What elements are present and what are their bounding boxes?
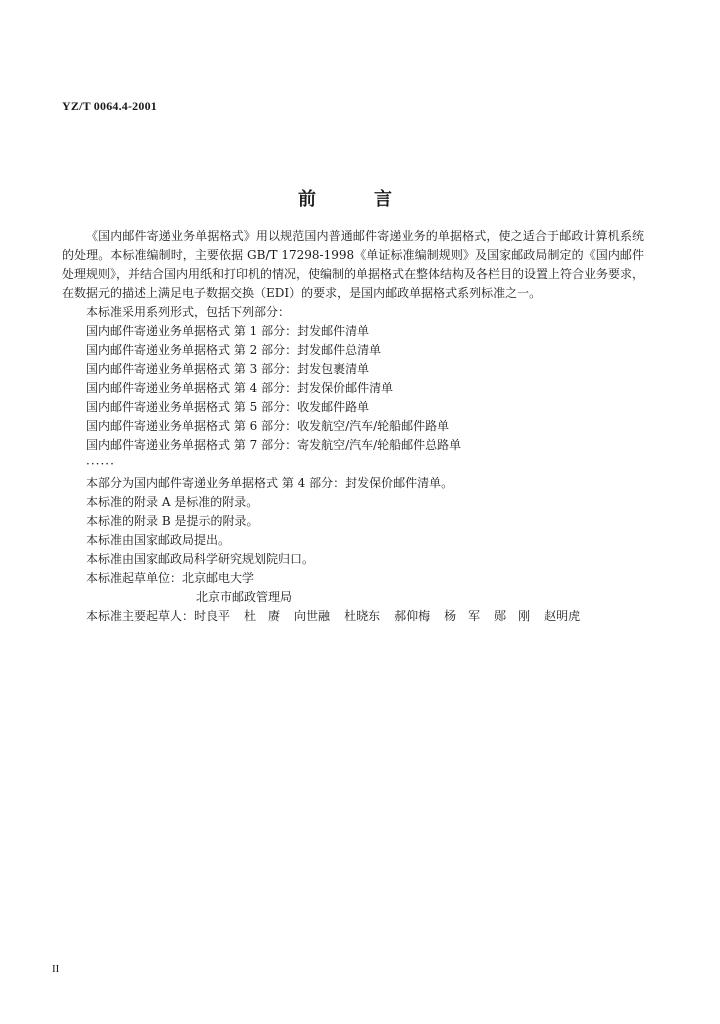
- this-part-statement: 本部分为国内邮件寄递业务单据格式 第 4 部分：封发保价邮件清单。: [86, 476, 454, 490]
- proposed-by-statement: 本标准由国家邮政局提出。: [86, 533, 231, 547]
- drafting-unit-2: 北京市邮政管理局: [196, 590, 293, 604]
- annex-b-statement: 本标准的附录 B 是提示的附录。: [86, 514, 259, 528]
- ellipsis: ······: [86, 457, 115, 471]
- drafter-name: 时良平: [194, 609, 231, 623]
- intro-paragraph: 《国内邮件寄递业务单据格式》用以规范国内普通邮件寄递业务的单据格式，使之适合于邮政计算机系统的处理。本标准编制时，主要依据 GB/T 17298-1998《单证标准编制规则》及国家邮政局制定的《国内邮件处理规则》，并结合国内用纸和打印机的情况，使编制的单据格式在整体结构及各栏目的设置上符合业务要求，在数据元的描述上满足电子数据交换（EDI）的要求，是国内邮政单据格式系列标准之一。: [62, 229, 645, 300]
- document-code: YZ/T 0064.4-2001: [62, 99, 157, 113]
- drafter-name: 杨 军: [444, 609, 481, 623]
- drafter-name: 杜晓东: [344, 609, 381, 623]
- part-item: 国内邮件寄递业务单据格式 第 5 部分：收发邮件路单: [86, 400, 370, 414]
- page-title: 前言: [298, 189, 450, 210]
- page-number: II: [52, 963, 60, 975]
- drafter-name: 向世融: [294, 609, 331, 623]
- parts-list: [62, 322, 644, 455]
- drafters-line: [62, 607, 644, 626]
- part-item: 国内邮件寄递业务单据格式 第 7 部分：寄发航空/汽车/轮船邮件总路单: [86, 438, 462, 452]
- drafters-label: 本标准主要起草人：: [86, 609, 195, 623]
- drafting-units: 本标准起草单位：北京邮电大学: [86, 571, 255, 585]
- drafter-name: 赵明虎: [544, 609, 581, 623]
- annex-a-statement: 本标准的附录 A 是标准的附录。: [86, 495, 259, 509]
- drafter-name: 杜 赓: [244, 609, 281, 623]
- drafter-name: 郝仰梅: [394, 609, 431, 623]
- managed-by-statement: 本标准由国家邮政局科学研究规划院归口。: [86, 552, 315, 566]
- part-item: 国内邮件寄递业务单据格式 第 6 部分：收发航空/汽车/轮船邮件路单: [86, 419, 450, 433]
- part-item: 国内邮件寄递业务单据格式 第 2 部分：封发邮件总清单: [86, 343, 382, 357]
- drafter-name: 郧 刚: [494, 609, 531, 623]
- series-intro: 本标准采用系列形式，包括下列部分：: [86, 305, 291, 319]
- part-item: 国内邮件寄递业务单据格式 第 1 部分：封发邮件清单: [86, 324, 370, 338]
- part-item: 国内邮件寄递业务单据格式 第 4 部分：封发保价邮件清单: [86, 381, 394, 395]
- part-item: 国内邮件寄递业务单据格式 第 3 部分：封发包裹清单: [86, 362, 370, 376]
- foreword-body: [62, 227, 644, 626]
